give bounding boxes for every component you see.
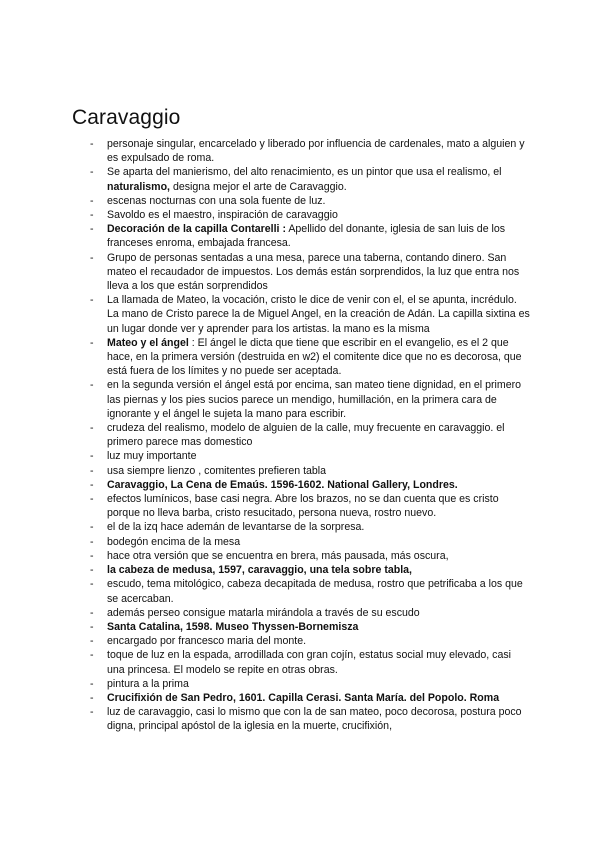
bullet-dash: - xyxy=(90,379,94,392)
list-item xyxy=(90,478,530,492)
bullet-dash: - xyxy=(90,336,94,349)
item-text: encargado por francesco maria del monte. xyxy=(107,635,307,648)
list-item xyxy=(90,677,530,691)
bullet-dash: - xyxy=(90,166,94,179)
list-item xyxy=(90,293,530,336)
list-item xyxy=(90,620,530,634)
bullet-dash: - xyxy=(90,251,94,264)
bullet-dash: - xyxy=(90,223,94,236)
item-text: en la segunda versión el ángel está por encima, san mateo tiene dignidad, en el primero las piernas y los pies sucios parece un mendigo, humillación, en la primera cara de ignorante y el ángel le sujeta la mano para escribir. xyxy=(107,379,522,420)
notes-list xyxy=(90,137,530,734)
bold-heading: Caravaggio, La Cena de Emaús. 1596-1602. National Gallery, Londres. xyxy=(107,478,458,491)
item-text: usa siempre lienzo , comitentes prefieren tabla xyxy=(107,464,327,477)
bullet-dash: - xyxy=(90,521,94,534)
bold-heading: Decoración de la capilla Contarelli : xyxy=(107,223,286,236)
item-text: hace otra versión que se encuentra en brera, más pausada, más oscura, xyxy=(107,549,449,562)
list-item xyxy=(90,520,530,534)
list-item xyxy=(90,691,530,705)
list-item xyxy=(90,137,530,165)
list-item xyxy=(90,577,530,605)
item-text: personaje singular, encarcelado y liberado por influencia de cardenales, mato a alguien y es expulsado de roma. xyxy=(107,138,525,165)
list-item xyxy=(90,208,530,222)
item-text: efectos lumínicos, base casi negra. Abre los brazos, no se dan cuenta que es cristo porque no lleva barba, cristo resucitado, persona nueva, rostro nuevo. xyxy=(107,493,499,520)
item-text: escudo, tema mitológico, cabeza decapitada de medusa, rostro que petrificaba a los que se acercaban. xyxy=(107,578,523,605)
bullet-dash: - xyxy=(90,294,94,307)
list-item xyxy=(90,378,530,421)
item-text: pintura a la prima xyxy=(107,677,189,690)
bold-heading: Mateo y el ángel xyxy=(107,336,189,349)
bullet-dash: - xyxy=(90,422,94,435)
list-item xyxy=(90,421,530,449)
list-item xyxy=(90,705,530,733)
item-text: luz de caravaggio, casi lo mismo que con la de san mateo, poco decorosa, postura poco digna, principal apóstol de la iglesia en la muerte, crucifixión, xyxy=(107,706,522,733)
item-text: toque de luz en la espada, arrodillada con gran cojín, estatus social muy elevado, casi una princesa. El modelo se repite en otras obras. xyxy=(107,649,511,676)
bullet-dash: - xyxy=(90,677,94,690)
bullet-dash: - xyxy=(90,564,94,577)
item-text-continued: designa mejor el arte de Caravaggio. xyxy=(170,180,347,193)
bullet-dash: - xyxy=(90,138,94,150)
item-text: La llamada de Mateo, la vocación, cristo le dice de venir con el, el se apunta, incrédulo. La mano de Cristo parece la de Miguel Angel, en la creación de Adán. La capilla sixtina es un lugar donde ver y aprender para los artistas. la mano es la misma xyxy=(107,294,530,335)
list-item xyxy=(90,606,530,620)
list-item xyxy=(90,449,530,463)
bullet-dash: - xyxy=(90,450,94,463)
item-text: escenas nocturnas con una sola fuente de luz. xyxy=(107,194,326,207)
item-text: luz muy importante xyxy=(107,450,197,463)
list-item xyxy=(90,492,530,520)
item-text: : El ángel le dicta que tiene que escribir en el evangelio, es el 2 que hace, en la primera versión (destruida en w2) el comitente dice que no es decorosa, que está fuera de los límites y no puede ser aceptada. xyxy=(107,336,522,378)
bold-heading: Santa Catalina, 1598. Museo Thyssen-Bornemisza xyxy=(107,620,359,633)
item-text: el de la izq hace ademán de levantarse de la sorpresa. xyxy=(107,521,365,534)
bold-inline: naturalismo, xyxy=(107,180,170,193)
list-item xyxy=(90,222,530,250)
bullet-dash: - xyxy=(90,649,94,662)
item-text: crudeza del realismo, modelo de alguien de la calle, muy frecuente en caravaggio. el primero parece mas domestico xyxy=(107,422,505,449)
bold-heading: Crucifixión de San Pedro, 1601. Capilla Cerasi. Santa María. del Popolo. Roma xyxy=(107,691,500,704)
item-text: Apellido del donante, iglesia de san luis de los franceses enroma, embajada francesa. xyxy=(107,223,506,250)
bullet-dash: - xyxy=(90,194,94,207)
list-item xyxy=(90,464,530,478)
bullet-dash: - xyxy=(90,478,94,491)
bullet-dash: - xyxy=(90,549,94,562)
item-text: además perseo consigue matarla mirándola a través de su escudo xyxy=(107,606,420,619)
list-item xyxy=(90,648,530,676)
bold-heading: la cabeza de medusa, 1597, caravaggio, una tela sobre tabla, xyxy=(107,564,412,577)
list-item xyxy=(90,549,530,563)
page-title: Caravaggio xyxy=(72,106,181,129)
list-item xyxy=(90,336,530,379)
list-item xyxy=(90,251,530,294)
bullet-dash: - xyxy=(90,535,94,548)
bullet-dash: - xyxy=(90,635,94,648)
bullet-dash: - xyxy=(90,620,94,633)
item-text: bodegón encima de la mesa xyxy=(107,535,241,548)
item-text: Grupo de personas sentadas a una mesa, parece una taberna, contando dinero. San mateo el recaudador de impuestos. Los demás están sorprendidos, la luz que entra nos lleva a los que están sorprendidos xyxy=(107,251,520,293)
item-text: Savoldo es el maestro, inspiración de caravaggio xyxy=(107,209,338,222)
list-item xyxy=(90,563,530,577)
item-text: Se aparta del manierismo, del alto renacimiento, es un pintor que usa el realismo, el xyxy=(107,166,502,179)
bullet-dash: - xyxy=(90,691,94,704)
list-item xyxy=(90,194,530,208)
bullet-dash: - xyxy=(90,706,94,719)
list-item xyxy=(90,535,530,549)
bullet-dash: - xyxy=(90,209,94,222)
bullet-dash: - xyxy=(90,464,94,477)
list-item xyxy=(90,634,530,648)
list-item xyxy=(90,165,530,193)
bullet-dash: - xyxy=(90,578,94,591)
bullet-dash: - xyxy=(90,606,94,619)
bullet-dash: - xyxy=(90,493,94,506)
